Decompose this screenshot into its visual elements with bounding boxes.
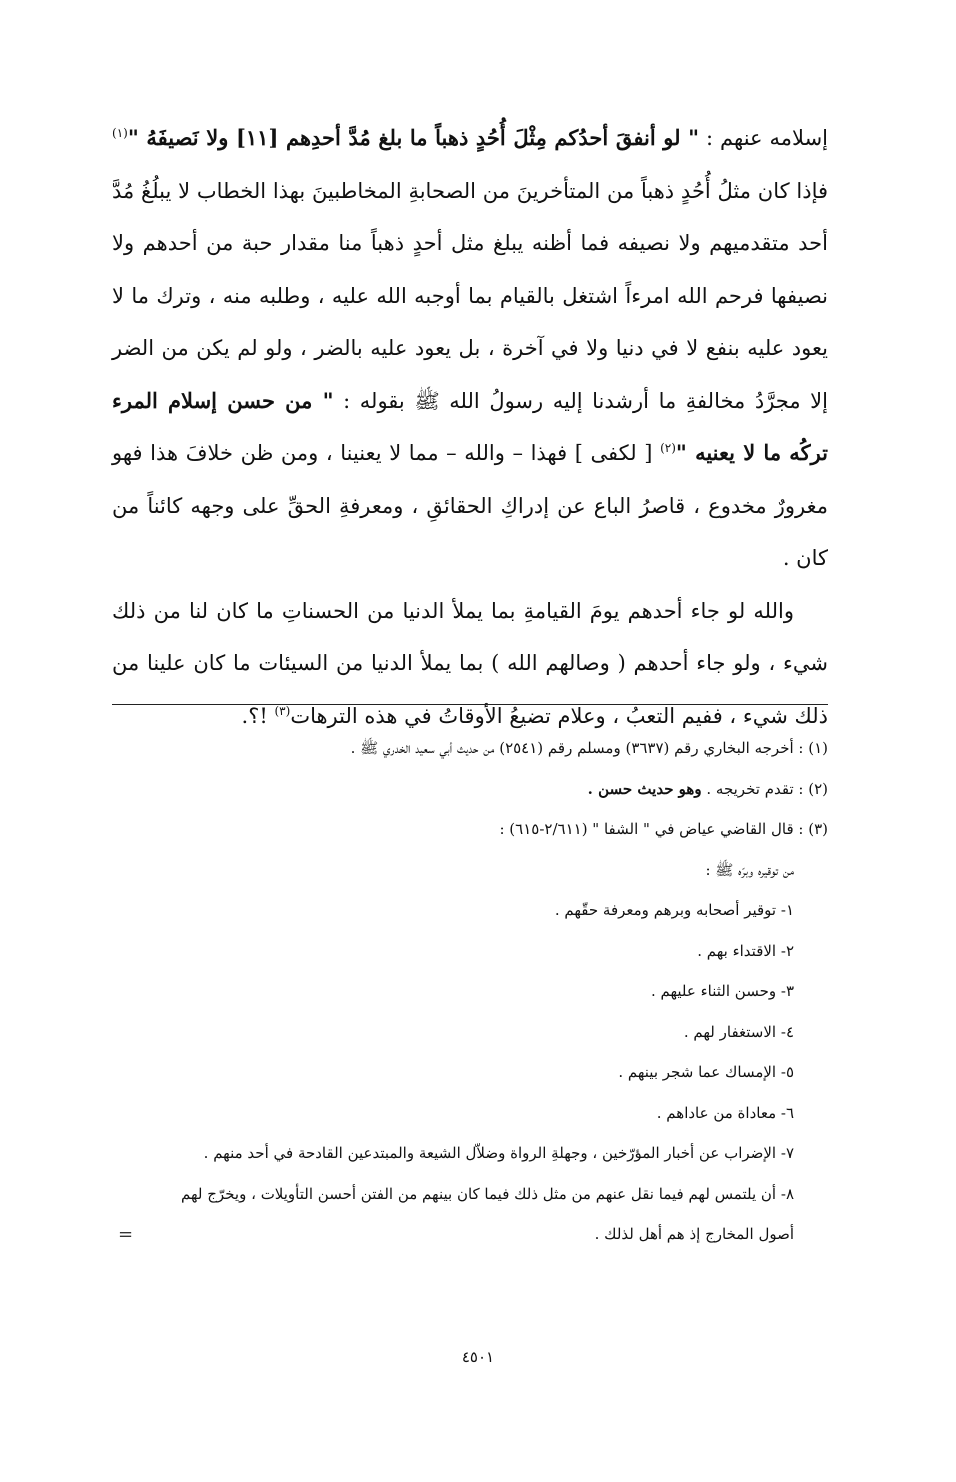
footnote-ref-3[interactable]: (٣) [274,703,291,718]
footnote-3: (٣) : قال القاضي عياض في " الشفا " (٢/٦١١-٦١٥) : [499,820,828,838]
footnote-2-text: (٢) : تقدم تخريجه . [701,779,828,798]
body-text-end: !؟. [241,703,275,728]
footnote-2-grade: وهو حديث حسن . [587,779,702,798]
body-text-2: [ لكفى ] فهذا – والله – مما لا يعنينا ، ومن ظن خلافَ هذا فهو مغرورٌ مخدوع ، قاصرُ الباع عن إدراكِ الحقائقِ ، ومعرفةِ الحقِّ على وجهه كائناً من كان . [112,441,828,570]
continuation-mark: = [118,1224,134,1245]
footnote-3-item: ١- توقير أصحابه وبرهم ومعرفة حقّهم . [554,901,794,919]
footnote-3-item: ٨- أن يلتمس لهم فيما نقل عنهم من مثل ذلك فيما كان بينهم من الفتن أحسن التأويلات ، ويخرّج لهم [181,1184,794,1203]
intro-text: إسلامه عنهم : [699,126,828,150]
main-text [112,112,828,742]
footnote-3-item: ٦- معاداة من عاداهم . [656,1103,794,1122]
footnote-3-item: ٣- وحسن الثناء عليهم . [650,982,794,1000]
footnote-ref-1[interactable]: (١) [112,126,128,140]
hadith-quote-1: " لو أنفقَ أحدُكم مِثْلَ أُحُدٍ ذهباً ما بلغ مُدَّ أحدِهم [١١] ولا نَصيفَهُ " [127,125,700,150]
footnote-3-item-continuation: أصول المخارج إذ هم أهل لذلك . [594,1225,794,1243]
footnote-3-item: ٢- الاقتداء بهم . [697,941,794,960]
footnote-divider [112,704,828,705]
footnote-3-item: ٥- الإمساك عما شجر بينهم . [618,1063,794,1081]
hadith-quote-2: " من حسن إسلام المرء تركُه ما لا يعنيه " [112,387,828,465]
paragraph-1 [112,112,828,585]
body-text-1: فإذا كان مثلُ أُحُدٍ ذهباً من المتأخرينَ من الصحابةِ المخاطبينَ بهذا الخطاب لا يبلُغُ مُدَّ أحد متقدميهم ولا نصيفه فما أظنه يبلغ مثل أحدٍ ذهباً منا مقدار حبة من أحدهم ولا نصيفها فرحم الله امرءاً اشتغل بالقيام بما أوجبه الله عليه ، وطلبه منه ، وترك ما لا يعود عليه بنفع لا في دنيا ولا في آخرة ، بل يعود عليه بالضر ، ولو لم يكن من الضر إلا مجرَّدُ مخالفةِ ما أرشدنا إليه رسولُ الله ﷺ بقوله : [112,178,828,413]
body-text-3: والله لو جاء أحدهم يومَ القيامةِ بما يملأ الدنيا من الحسناتِ ما كان لنا من ذلك شيء ، ولو جاء أحدهم ( وصالهم الله ) بما يملأ الدنيا من السيئات ما كان علينا من ذلك شيء ، ففيم التعبُ ، وعلام تضيعُ الأوقاتُ في هذه الترهات [112,598,828,728]
footnote-3-intro: من توقيره وبرّه ﷺ : [705,860,794,879]
footnote-3-item: ٤- الاستغفار لهم . [683,1022,794,1041]
page-number: ٤٥٠١ [461,1348,495,1366]
footnote-2 [112,769,828,810]
footnote-3-item: ٧- الإضراب عن أخبار المؤرّخين ، وجهلةِ الرواة وضلاّل الشيعة والمبتدعين القادحة في أحد منهم . [203,1144,794,1162]
footnote-ref-2[interactable]: (٢) [660,441,676,455]
footnotes [112,728,828,1255]
paragraph-2 [112,585,828,743]
footnote-1: (١) : أخرجه البخاري رقم (٣٦٣٧) ومسلم رقم (٢٥٤١) من حديث أبي سعيد الخدري ﷺ . [350,739,828,757]
